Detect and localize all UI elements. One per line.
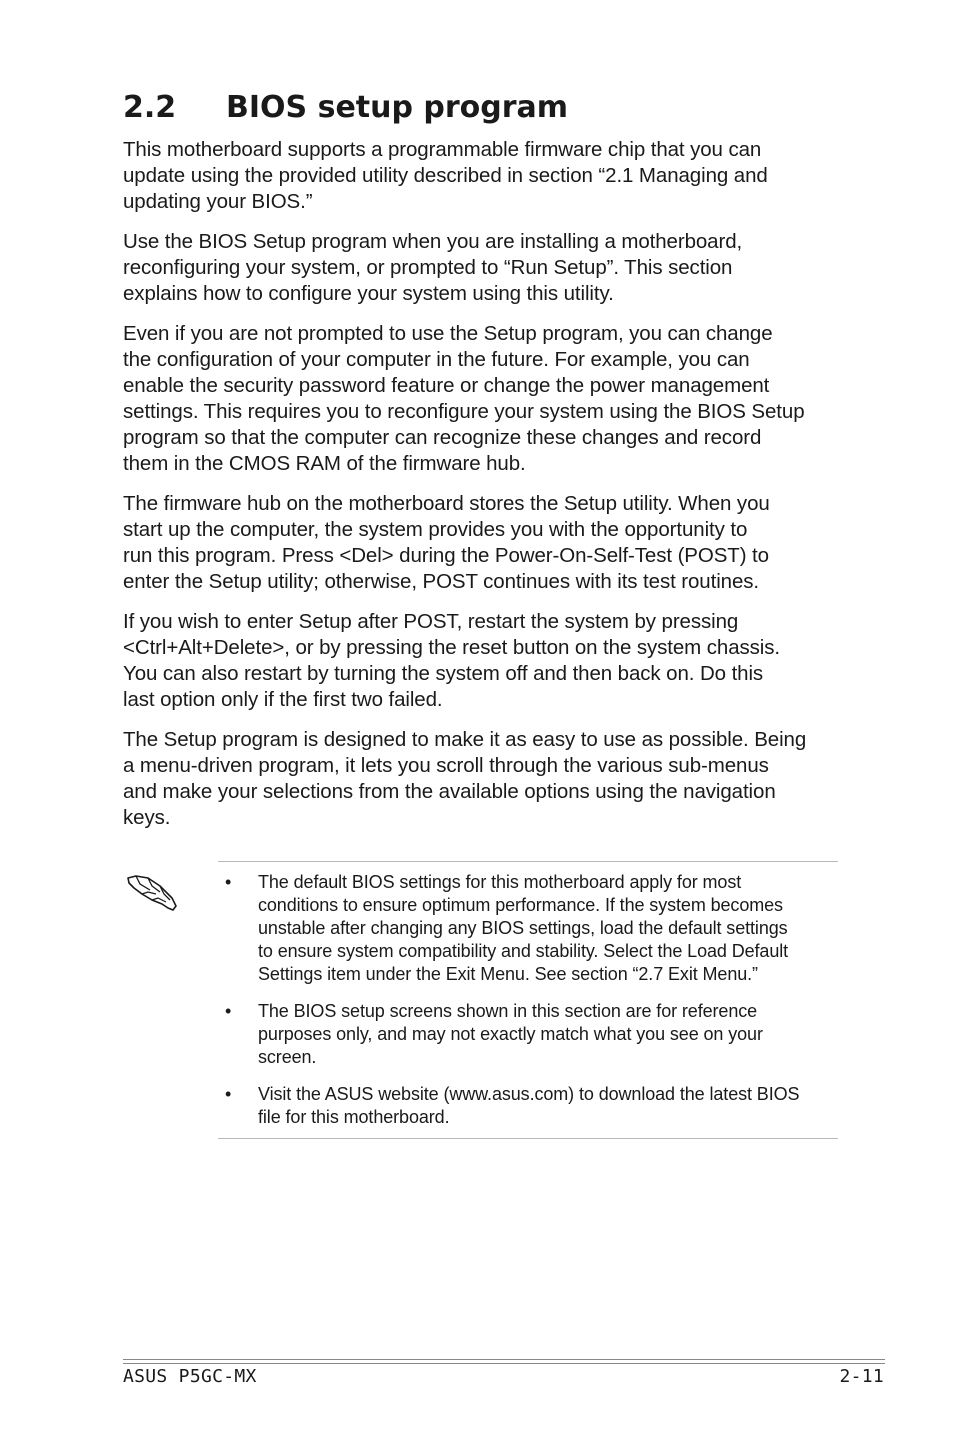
note-item — [218, 1000, 838, 1069]
note-line: file for this motherboard. — [258, 1107, 450, 1127]
paragraph — [123, 491, 853, 595]
paragraph-line: settings. This requires you to reconfigure your system using the BIOS Setup — [123, 400, 805, 423]
note-line: screen. — [258, 1047, 317, 1067]
note-line: unstable after changing any BIOS settings, load the default settings — [258, 918, 788, 938]
section-number: 2.2 — [123, 90, 177, 125]
paragraph-line: update using the provided utility described in section “2.1 Managing and — [123, 164, 768, 187]
paragraph-line: run this program. Press <Del> during the Power-On-Self-Test (POST) to — [123, 544, 769, 567]
note-line: Visit the ASUS website (www.asus.com) to download the latest BIOS — [258, 1084, 800, 1104]
paragraph-line: them in the CMOS RAM of the firmware hub. — [123, 452, 526, 475]
paragraph-line: the configuration of your computer in the future. For example, you can — [123, 348, 750, 371]
paragraph-line: If you wish to enter Setup after POST, restart the system by pressing — [123, 610, 739, 633]
paragraph-line: updating your BIOS.” — [123, 190, 313, 213]
paragraph-line: enable the security password feature or change the power management — [123, 374, 770, 397]
footer-page-number: 2-11 — [839, 1366, 884, 1387]
paragraph-line: You can also restart by turning the system off and then back on. Do this — [123, 662, 764, 685]
paragraph — [123, 229, 853, 307]
body-text — [123, 137, 853, 845]
paragraph-line: explains how to configure your system using this utility. — [123, 282, 614, 305]
note-item — [218, 871, 838, 986]
note-item — [218, 1083, 838, 1129]
paragraph-line: keys. — [123, 806, 171, 829]
paragraph-line: Use the BIOS Setup program when you are installing a motherboard, — [123, 230, 743, 253]
note-line: conditions to ensure optimum performance. If the system becomes — [258, 895, 783, 915]
bullet-icon: • — [225, 872, 232, 892]
bullet-icon: • — [225, 1084, 232, 1104]
paragraph-line: last option only if the first two failed. — [123, 688, 443, 711]
paragraph-line: The firmware hub on the motherboard stores the Setup utility. When you — [123, 492, 770, 515]
paragraph — [123, 321, 853, 477]
paragraph-line: program so that the computer can recognize these changes and record — [123, 426, 762, 449]
note-list — [218, 871, 838, 1143]
paragraph — [123, 609, 853, 713]
paragraph-line: reconfiguring your system, or prompted to “Run Setup”. This section — [123, 256, 733, 279]
paragraph-line: a menu-driven program, it lets you scroll through the various sub-menus — [123, 754, 769, 777]
paragraph-line: start up the computer, the system provides you with the opportunity to — [123, 518, 748, 541]
note-line: The default BIOS settings for this motherboard apply for most — [258, 872, 742, 892]
paragraph-line: and make your selections from the available options using the navigation — [123, 780, 776, 803]
section-heading — [123, 86, 568, 130]
paragraph-line: This motherboard supports a programmable firmware chip that you can — [123, 138, 762, 161]
note-line: The BIOS setup screens shown in this section are for reference — [258, 1001, 758, 1021]
footer-rule — [123, 1359, 885, 1364]
footer-product-name: ASUS P5GC-MX — [123, 1366, 257, 1387]
note-line: to ensure system compatibility and stability. Select the Load Default — [258, 941, 789, 961]
note-line: Settings item under the Exit Menu. See section “2.7 Exit Menu.” — [258, 964, 758, 984]
paragraph-line: The Setup program is designed to make it as easy to use as possible. Being — [123, 728, 807, 751]
section-title: BIOS setup program — [226, 90, 569, 125]
paragraph-line: enter the Setup utility; otherwise, POST continues with its test routines. — [123, 570, 760, 593]
paragraph — [123, 727, 853, 831]
bullet-icon: • — [225, 1001, 232, 1021]
paragraph-line: Even if you are not prompted to use the Setup program, you can change — [123, 322, 773, 345]
note-hand-icon — [126, 868, 180, 916]
note-line: purposes only, and may not exactly match what you see on your — [258, 1024, 763, 1044]
paragraph-line: <Ctrl+Alt+Delete>, or by pressing the reset button on the system chassis. — [123, 636, 781, 659]
paragraph — [123, 137, 853, 215]
note-box — [218, 861, 838, 1139]
